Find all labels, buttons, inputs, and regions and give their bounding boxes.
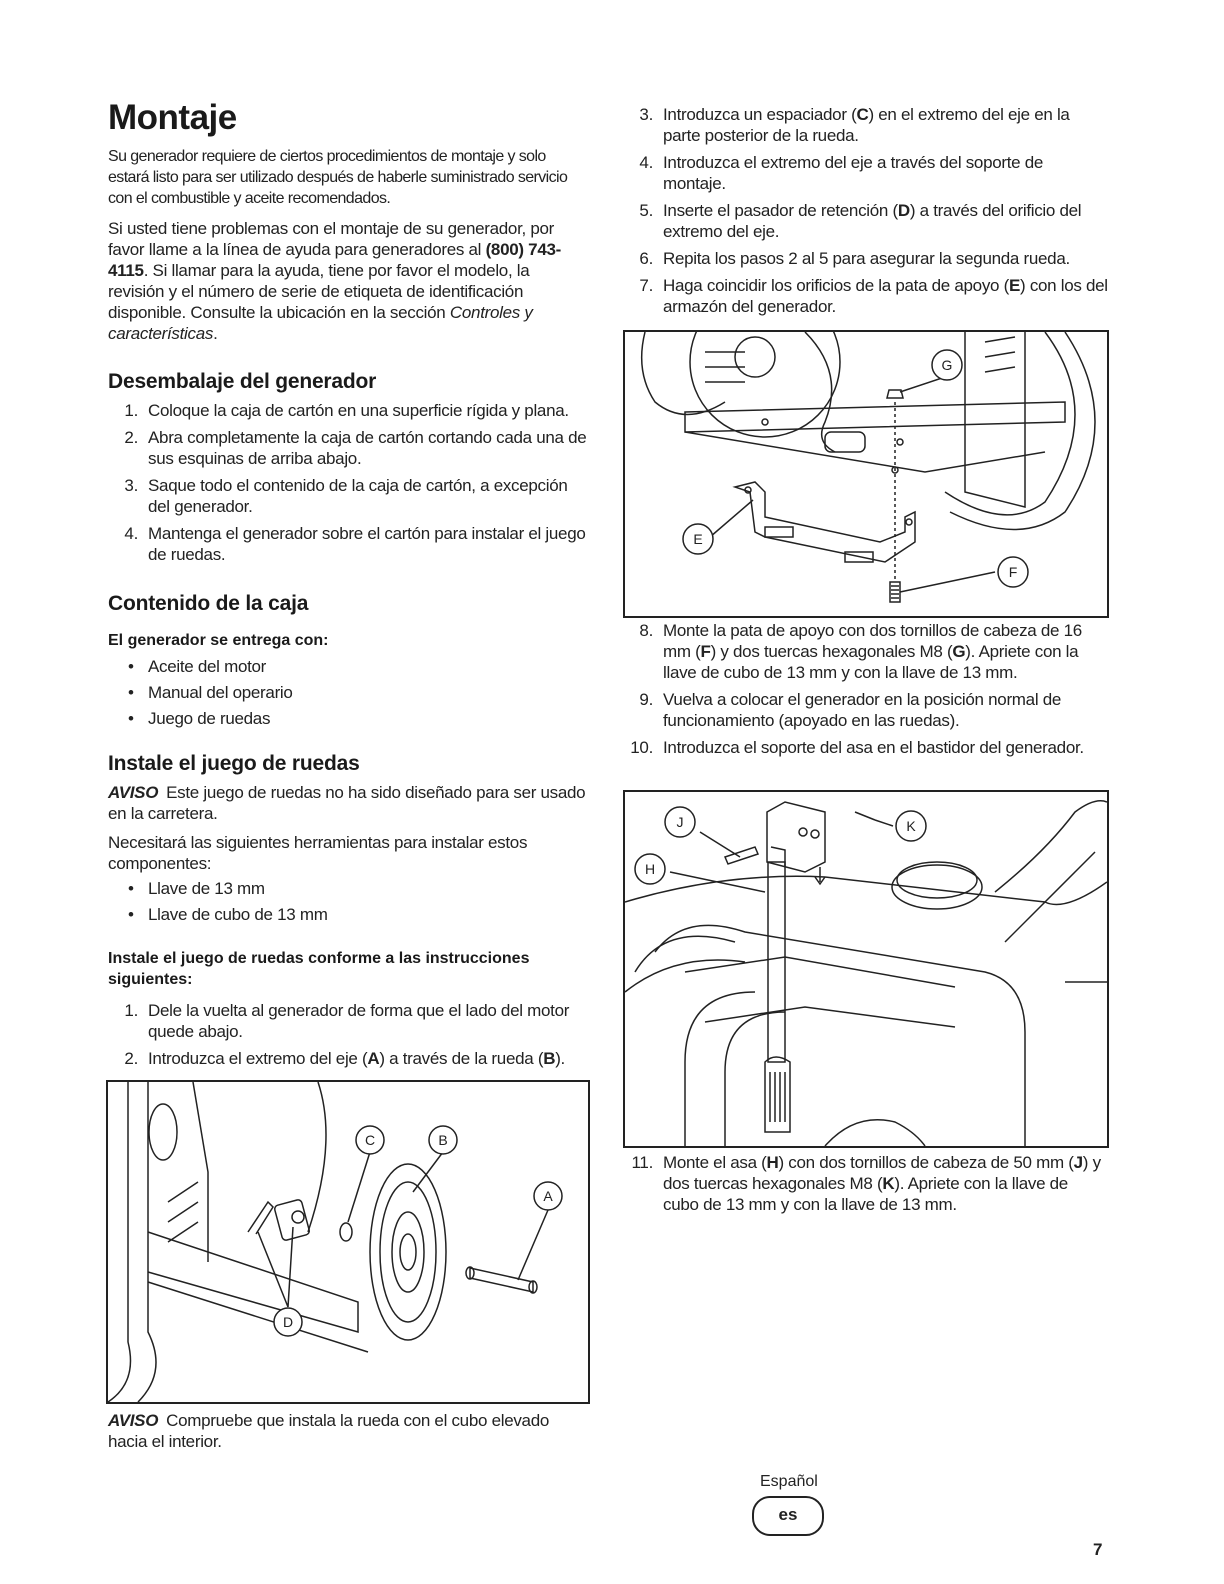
list-item: • Aceite del motor — [128, 657, 267, 676]
aviso-label-2: AVISO — [108, 1411, 159, 1430]
wheel-assembly-figure — [106, 1080, 590, 1404]
language-badge: es — [752, 1496, 824, 1536]
right-steps-bottom — [623, 1152, 1108, 1221]
wheelkit-aviso: AVISO Este juego de ruedas no ha sido diseñado para ser usado en la carretera. — [108, 783, 586, 823]
list-item: • Juego de ruedas — [128, 709, 271, 728]
list-item: 7. Haga coincidir los orificios de la pata de apoyo (E) con los del armazón del generador. — [639, 276, 1108, 316]
intro-paragraph-2: Si usted tiene problemas con el montaje de su generador, por favor llame a la línea de ayuda para generadores al (800) 743-4115. Si llamar para la ayuda, tiene por favor el modelo, la revisión y el número de serie de etiqueta de identificación disponible. Consulte la ubicación en la sección Controles y características. — [108, 219, 561, 343]
fig1-label-b: B — [438, 1132, 448, 1148]
list-item: 3. Saque todo el contenido de la caja de cartón, a excepción del generador. — [124, 476, 568, 516]
contents-subheading: El generador se entrega con: — [108, 632, 329, 649]
contents-heading: Contenido de la caja — [108, 592, 309, 615]
unpack-heading: Desembalaje del generador — [108, 370, 377, 393]
fig2-label-g: G — [941, 357, 953, 373]
fig2-label-e: E — [693, 531, 703, 547]
support-leg-figure — [623, 330, 1109, 618]
list-item: • Llave de 13 mm — [128, 879, 265, 898]
list-item: 1. Dele la vuelta al generador de forma que el lado del motor quede abajo. — [124, 1001, 570, 1041]
list-item: 6. Repita los pasos 2 al 5 para asegurar la segunda rueda. — [639, 249, 1070, 268]
aviso-label: AVISO — [108, 783, 159, 802]
right-steps-top — [623, 104, 1108, 323]
tools-list — [108, 878, 588, 930]
list-item: 2. Introduzca el extremo del eje (A) a través de la rueda (B). — [124, 1049, 565, 1068]
handle-figure — [623, 790, 1109, 1148]
instructions-heading: Instale el juego de ruedas conforme a las instrucciones siguientes: — [108, 950, 530, 988]
page-number: 7 — [1093, 1540, 1103, 1559]
right-steps-middle — [623, 620, 1108, 764]
intro-paragraph-1: Su generador requiere de ciertos procedimientos de montaje y solo estará listo para ser utilizado después de haberle suministrado servicio con el combustible y aceite recomendados. — [108, 148, 568, 207]
wheelkit-heading: Instale el juego de ruedas — [108, 752, 360, 775]
list-item: 3. Introduzca un espaciador (C) en el extremo del eje en la parte posterior de la rueda. — [639, 105, 1070, 145]
fig3-label-j: J — [676, 814, 684, 830]
list-item: • Manual del operario — [128, 683, 293, 702]
wheelkit-aviso-2: AVISO Compruebe que instala la rueda con el cubo elevado hacia el interior. — [108, 1411, 550, 1451]
fig2-label-f: F — [1008, 564, 1018, 580]
page-title: Montaje — [108, 98, 237, 137]
list-item: 4. Mantenga el generador sobre el cartón para instalar el juego de ruedas. — [124, 524, 586, 564]
contents-list — [108, 656, 588, 734]
support-leg-illustration — [625, 332, 1107, 616]
fig3-label-k: K — [906, 818, 916, 834]
fig1-label-d: D — [282, 1314, 294, 1330]
fig1-label-a: A — [543, 1188, 553, 1204]
footer-language: Español — [760, 1473, 818, 1490]
unpack-steps — [108, 400, 588, 571]
list-item: 4. Introduzca el extremo del eje a través del soporte de montaje. — [639, 153, 1044, 193]
list-item: 11. Monte el asa (H) con dos tornillos de cabeza de 50 mm (J) y dos tuercas hexagonales M8 (K). Apriete con la llave de cubo de 13 mm y con la llave de 13 mm. — [631, 1153, 1101, 1214]
list-item: 10. Introduzca el soporte del asa en el bastidor del generador. — [630, 738, 1084, 757]
list-item: 9. Vuelva a colocar el generador en la posición normal de funcionamiento (apoyado en las ruedas). — [639, 690, 1062, 730]
wheel-assembly-illustration — [108, 1082, 588, 1402]
list-item: • Llave de cubo de 13 mm — [128, 905, 328, 924]
list-item: 8. Monte la pata de apoyo con dos tornillos de cabeza de 16 mm (F) y dos tuercas hexagonales M8 (G). Apriete con la llave de cubo de 13 mm y con la llave de 13 mm. — [639, 621, 1082, 682]
fig3-label-h: H — [644, 861, 656, 877]
tools-intro: Necesitará las siguientes herramientas para instalar estos componentes: — [108, 833, 528, 873]
fig1-label-c: C — [364, 1132, 376, 1148]
handle-illustration — [625, 792, 1107, 1146]
wheelkit-steps — [108, 1000, 593, 1075]
list-item: 2. Abra completamente la caja de cartón cortando cada una de sus esquinas de arriba abajo. — [124, 428, 587, 468]
list-item: 5. Inserte el pasador de retención (D) a través del orificio del extremo del eje. — [639, 201, 1082, 241]
helpline-phone: (800) 743-4115 — [108, 240, 561, 280]
list-item: 1. Coloque la caja de cartón en una superficie rígida y plana. — [124, 401, 569, 420]
section-reference: Controles y características — [108, 303, 533, 343]
